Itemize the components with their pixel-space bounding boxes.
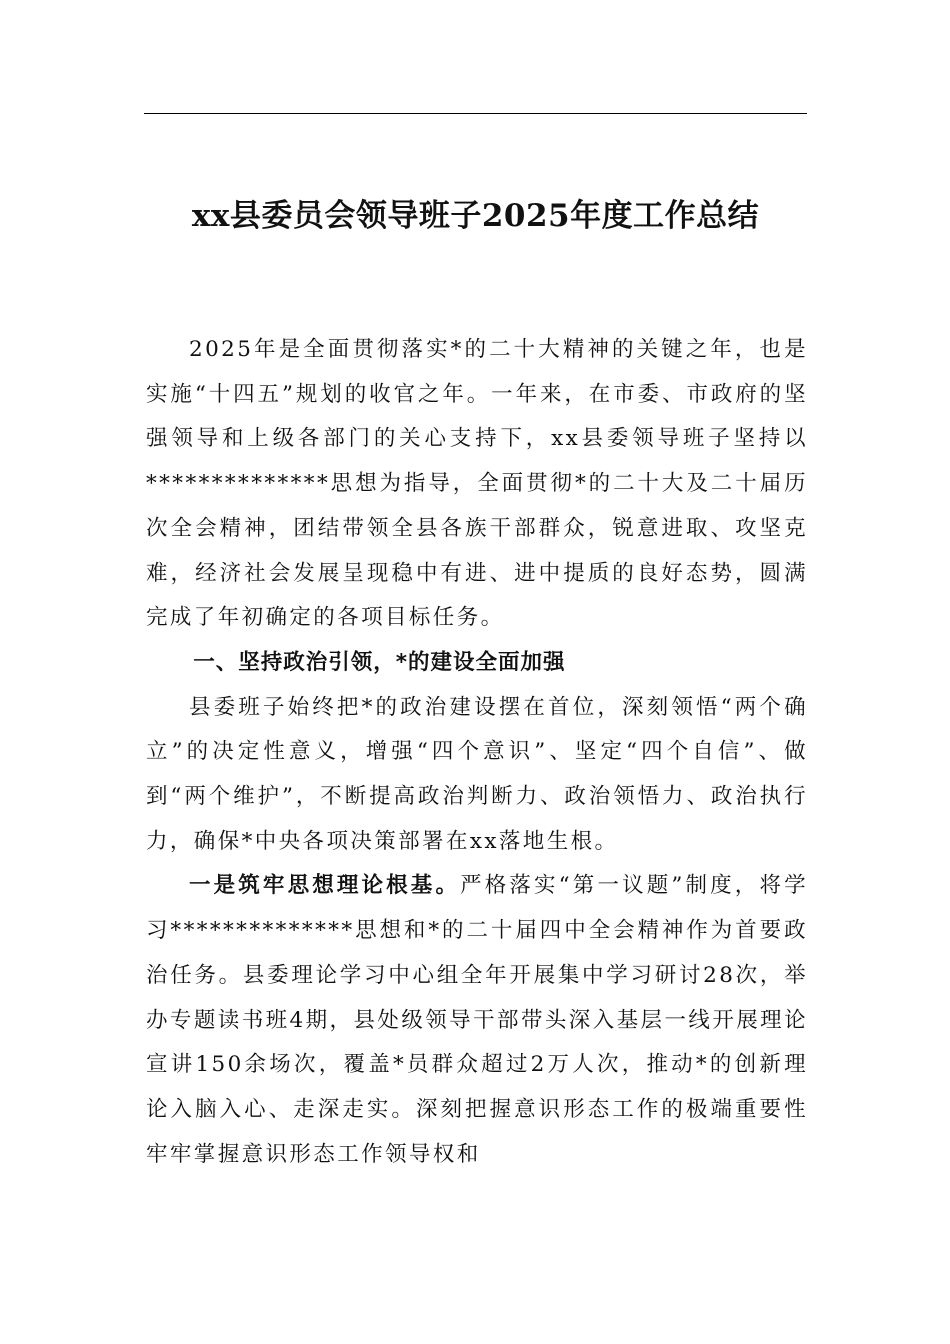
document-title: xx县委员会领导班子2025年度工作总结: [191, 198, 760, 234]
document-body: [146, 328, 808, 1177]
point-1-body: 严格落实“第一议题”制度，将学习**************思想和*的二十届四中全会精神作为首要政治任务。县委理论学习中心组全年开展集中学习研讨28次，举办专题读书班4期，县处级领导干部带头深入基层一线开展理论宣讲150余场次，覆盖*员群众超过2万人次，推动*的创新理论入脑入心、走深走实。深刻把握意识形态工作的极端重要性牢牢掌握意识形态工作领导权和: [146, 873, 808, 1167]
section-heading-1: 一、坚持政治引领，*的建设全面加强: [193, 649, 566, 675]
point-1-lead: 一是筑牢思想理论根基。: [189, 873, 461, 899]
intro-paragraph: 2025年是全面贯彻落实*的二十大精神的关键之年，也是实施“十四五”规划的收官之年。一年来，在市委、市政府的坚强领导和上级各部门的关心支持下，xx县委领导班子坚持以**************思想为指导，全面贯彻*的二十大及二十届历次全会精神，团结带领全县各族干部群众，锐意进取、攻坚克难，经济社会发展呈现稳中有进、进中提质的良好态势，圆满完成了年初确定的各项目标任务。: [146, 337, 808, 631]
section-1-paragraph: 县委班子始终把*的政治建设摆在首位，深刻领悟“两个确立”的决定性意义，增强“四个意识”、坚定“四个自信”、做到“两个维护”，不断提高政治判断力、政治领悟力、政治执行力，确保*中央各项决策部署在xx落地生根。: [146, 694, 808, 854]
point-1-paragraph: [146, 864, 808, 1177]
header-rule: [144, 113, 807, 114]
